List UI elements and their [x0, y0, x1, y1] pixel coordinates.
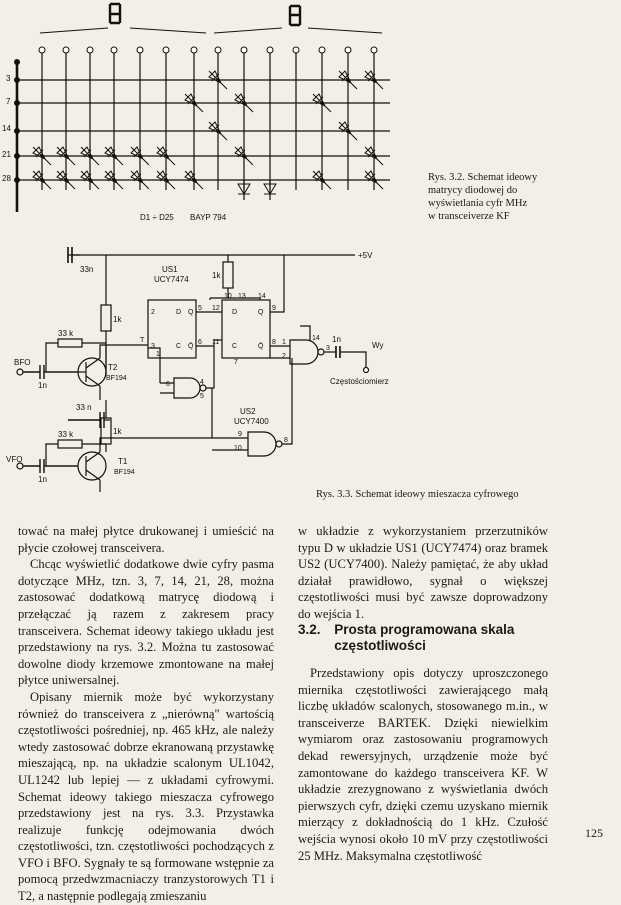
paragraph: Opisany miernik może być wykorzystany również do transceivera z „nierówną" wartością częstotliwości pośredniej, np. 465 kHz, ale należy wtedy zastosować dobrze ekranowaną przystawkę mieszającą, np. na układzie scalonym UL1042, UL1242 lub lepiej — z układami cyfrowymi. Schemat ideowy takiego mieszacza cyfrowego przedstawiony jest na rys. 3.3. Przystawka realizuje funkcję odejmowania dwóch częstotliwości, tzn. częstotliwości pochodzących z VFO i BFO. Sygnały te są formowane wstępnie za pomocą przedwzmacniaczy tranzystorowych T1 i T2, a następnie podlegają zmieszaniu	[18, 689, 274, 904]
diode-type-label: BAYP 794	[190, 213, 227, 222]
segment-terminal	[267, 47, 273, 53]
svg-text:12: 12	[212, 305, 220, 312]
seven-segment-display-right	[290, 6, 300, 25]
vfo-label: VFO	[6, 455, 23, 464]
row-node	[15, 101, 20, 106]
svg-text:3: 3	[326, 345, 330, 352]
svg-text:Q: Q	[258, 309, 264, 316]
res-1k-top-label: 1k	[113, 315, 122, 324]
row-node	[15, 78, 20, 83]
segment-terminal	[137, 47, 143, 53]
wy-label: Wy	[372, 341, 384, 350]
segment-terminal	[345, 47, 351, 53]
svg-text:2: 2	[151, 309, 155, 316]
res-1k-mid-label: 1k	[113, 427, 122, 436]
svg-text:C: C	[176, 343, 182, 350]
section-heading	[298, 622, 548, 654]
res-1k-right-label: 1k	[212, 271, 221, 280]
row-label-28: 28	[2, 174, 11, 183]
paragraph: tować na małej płytce drukowanej i umieścić na płycie czołowej transceivera.	[18, 524, 274, 555]
row-label-14: 14	[2, 124, 11, 133]
row-label-21: 21	[2, 150, 11, 159]
cap-33n-top-label: 33n	[80, 265, 94, 274]
svg-text:Q̄: Q̄	[188, 343, 194, 350]
svg-text:1: 1	[282, 339, 286, 346]
res-33k-b-label: 33 k	[58, 430, 74, 439]
section-title: Prosta programowana skala częstotliwości	[334, 622, 515, 653]
caption-line: Rys. 3.2. Schemat ideowy	[428, 172, 538, 183]
segment-terminal	[39, 47, 45, 53]
svg-text:10: 10	[234, 445, 242, 452]
t2-type-label: BF194	[106, 375, 127, 382]
svg-text:9: 9	[272, 305, 276, 312]
svg-text:3: 3	[151, 343, 155, 350]
mixer-schematic	[17, 247, 369, 492]
caption-line: w transceiverze KF	[428, 211, 510, 222]
row-label-3: 3	[6, 74, 11, 83]
right-text-column-bottom	[298, 665, 548, 864]
left-text-column	[18, 523, 274, 905]
svg-text:7: 7	[234, 359, 238, 366]
paragraph: Chcąc wyświetlić dodatkowe dwie cyfry pasma dotyczące MHz, tzn. 3, 7, 14, 21, 28, można zastosować dodatkową matrycę diodową i przełączać ją razem z zakresem pracy transceivera. Schemat ideowy takiego układu jest przedstawiony na rys. 3.2. Można tu zastosować dowolne diody krzemowe zmontowane na małej płytce uniwersalnej.	[18, 557, 274, 688]
section-number: 3.2.	[298, 622, 321, 637]
segment-terminal	[111, 47, 117, 53]
svg-text:2: 2	[282, 353, 286, 360]
paragraph: Przedstawiony opis dotyczy uproszczonego miernika częstotliwości zawierającego małą liczbę układów scalonych, stosowanego m.in., w transceiverze BARTEK. Dzięki niewielkim wymiarom oraz zastosowaniu programowych dekad rewersyjnych, urządzenie może być zamontowane do każdego transceivera KF. W układzie zrezygnowano z wyświetlania dwóch pierwszych cyfr, dzięki czemu uzyskano miernik mierzący z dokładnością do 1 kHz. Czułość wejścia wynosi około 10 mV przy częstotliwości 25 MHz. Maksymalna częstotliwość	[298, 666, 548, 863]
svg-text:14: 14	[312, 335, 320, 342]
segment-terminal	[63, 47, 69, 53]
paragraph: w układzie z wykorzystaniem przerzutników typu D w układzie US1 (UCY7474) oraz bramek US2 (UCY7400). Należy pamiętać, że aby układ działał prawidłowo, sygnał o większej częstotliwości musi być zawsze doprowadzony do wejścia 1.	[298, 524, 548, 621]
cap-1n-out-label: 1n	[332, 335, 341, 344]
meter-label: Częstościomierz	[330, 377, 389, 386]
segment-terminal	[215, 47, 221, 53]
svg-text:10: 10	[224, 293, 232, 300]
svg-text:D: D	[232, 309, 238, 316]
svg-text:14: 14	[258, 293, 266, 300]
svg-text:6: 6	[166, 381, 170, 388]
diode-range-label: D1 ÷ D25	[140, 213, 174, 222]
svg-text:D: D	[176, 309, 182, 316]
svg-text:Q̄: Q̄	[258, 343, 264, 350]
segment-terminal	[319, 47, 325, 53]
us2-label: US2	[240, 407, 256, 416]
segment-terminal	[371, 47, 377, 53]
figure-3-2-caption	[428, 171, 598, 223]
segment-terminal	[241, 47, 247, 53]
t2-label: T2	[108, 363, 118, 372]
segment-terminal	[293, 47, 299, 53]
row-label-7: 7	[6, 97, 11, 106]
svg-text:9: 9	[238, 431, 242, 438]
svg-text:Q: Q	[188, 309, 194, 316]
caption-line: matrycy diodowej do	[428, 185, 518, 196]
t1-label: T1	[118, 457, 128, 466]
svg-text:C: C	[232, 343, 238, 350]
svg-text:5: 5	[200, 393, 204, 400]
svg-text:1: 1	[156, 351, 160, 358]
supply-label: +5V	[358, 251, 373, 260]
row-node	[15, 178, 20, 183]
svg-text:6: 6	[198, 339, 202, 346]
svg-text:5: 5	[198, 305, 202, 312]
row-node	[15, 60, 20, 65]
segment-terminal	[87, 47, 93, 53]
svg-text:8: 8	[272, 339, 276, 346]
cap-33n-mid-label: 33 n	[76, 403, 92, 412]
us2-type-label: UCY7400	[234, 417, 269, 426]
right-text-column-top	[298, 523, 548, 623]
row-node	[15, 129, 20, 134]
figure-3-3-caption: Rys. 3.3. Schemat ideowy mieszacza cyfrowego	[316, 489, 519, 500]
svg-text:4: 4	[200, 379, 204, 386]
row-node	[15, 154, 20, 159]
bfo-label: BFO	[14, 358, 31, 367]
seven-segment-display-left	[110, 4, 120, 23]
mixer-pin-numbers	[140, 293, 330, 452]
segment-terminal	[191, 47, 197, 53]
us1-label: US1	[162, 265, 178, 274]
svg-text:11: 11	[212, 339, 220, 346]
cap-1n-vfo-label: 1n	[38, 475, 47, 484]
svg-text:T: T	[140, 337, 145, 344]
caption-line: wyświetlania cyfr MHz	[428, 198, 528, 209]
us1-type-label: UCY7474	[154, 275, 189, 284]
segment-terminal	[163, 47, 169, 53]
cap-1n-bfo-label: 1n	[38, 381, 47, 390]
svg-text:8: 8	[284, 437, 288, 444]
svg-text:13: 13	[238, 293, 246, 300]
page-number: 125	[585, 826, 603, 840]
res-33k-a-label: 33 k	[58, 329, 74, 338]
t1-type-label: BF194	[114, 469, 135, 476]
